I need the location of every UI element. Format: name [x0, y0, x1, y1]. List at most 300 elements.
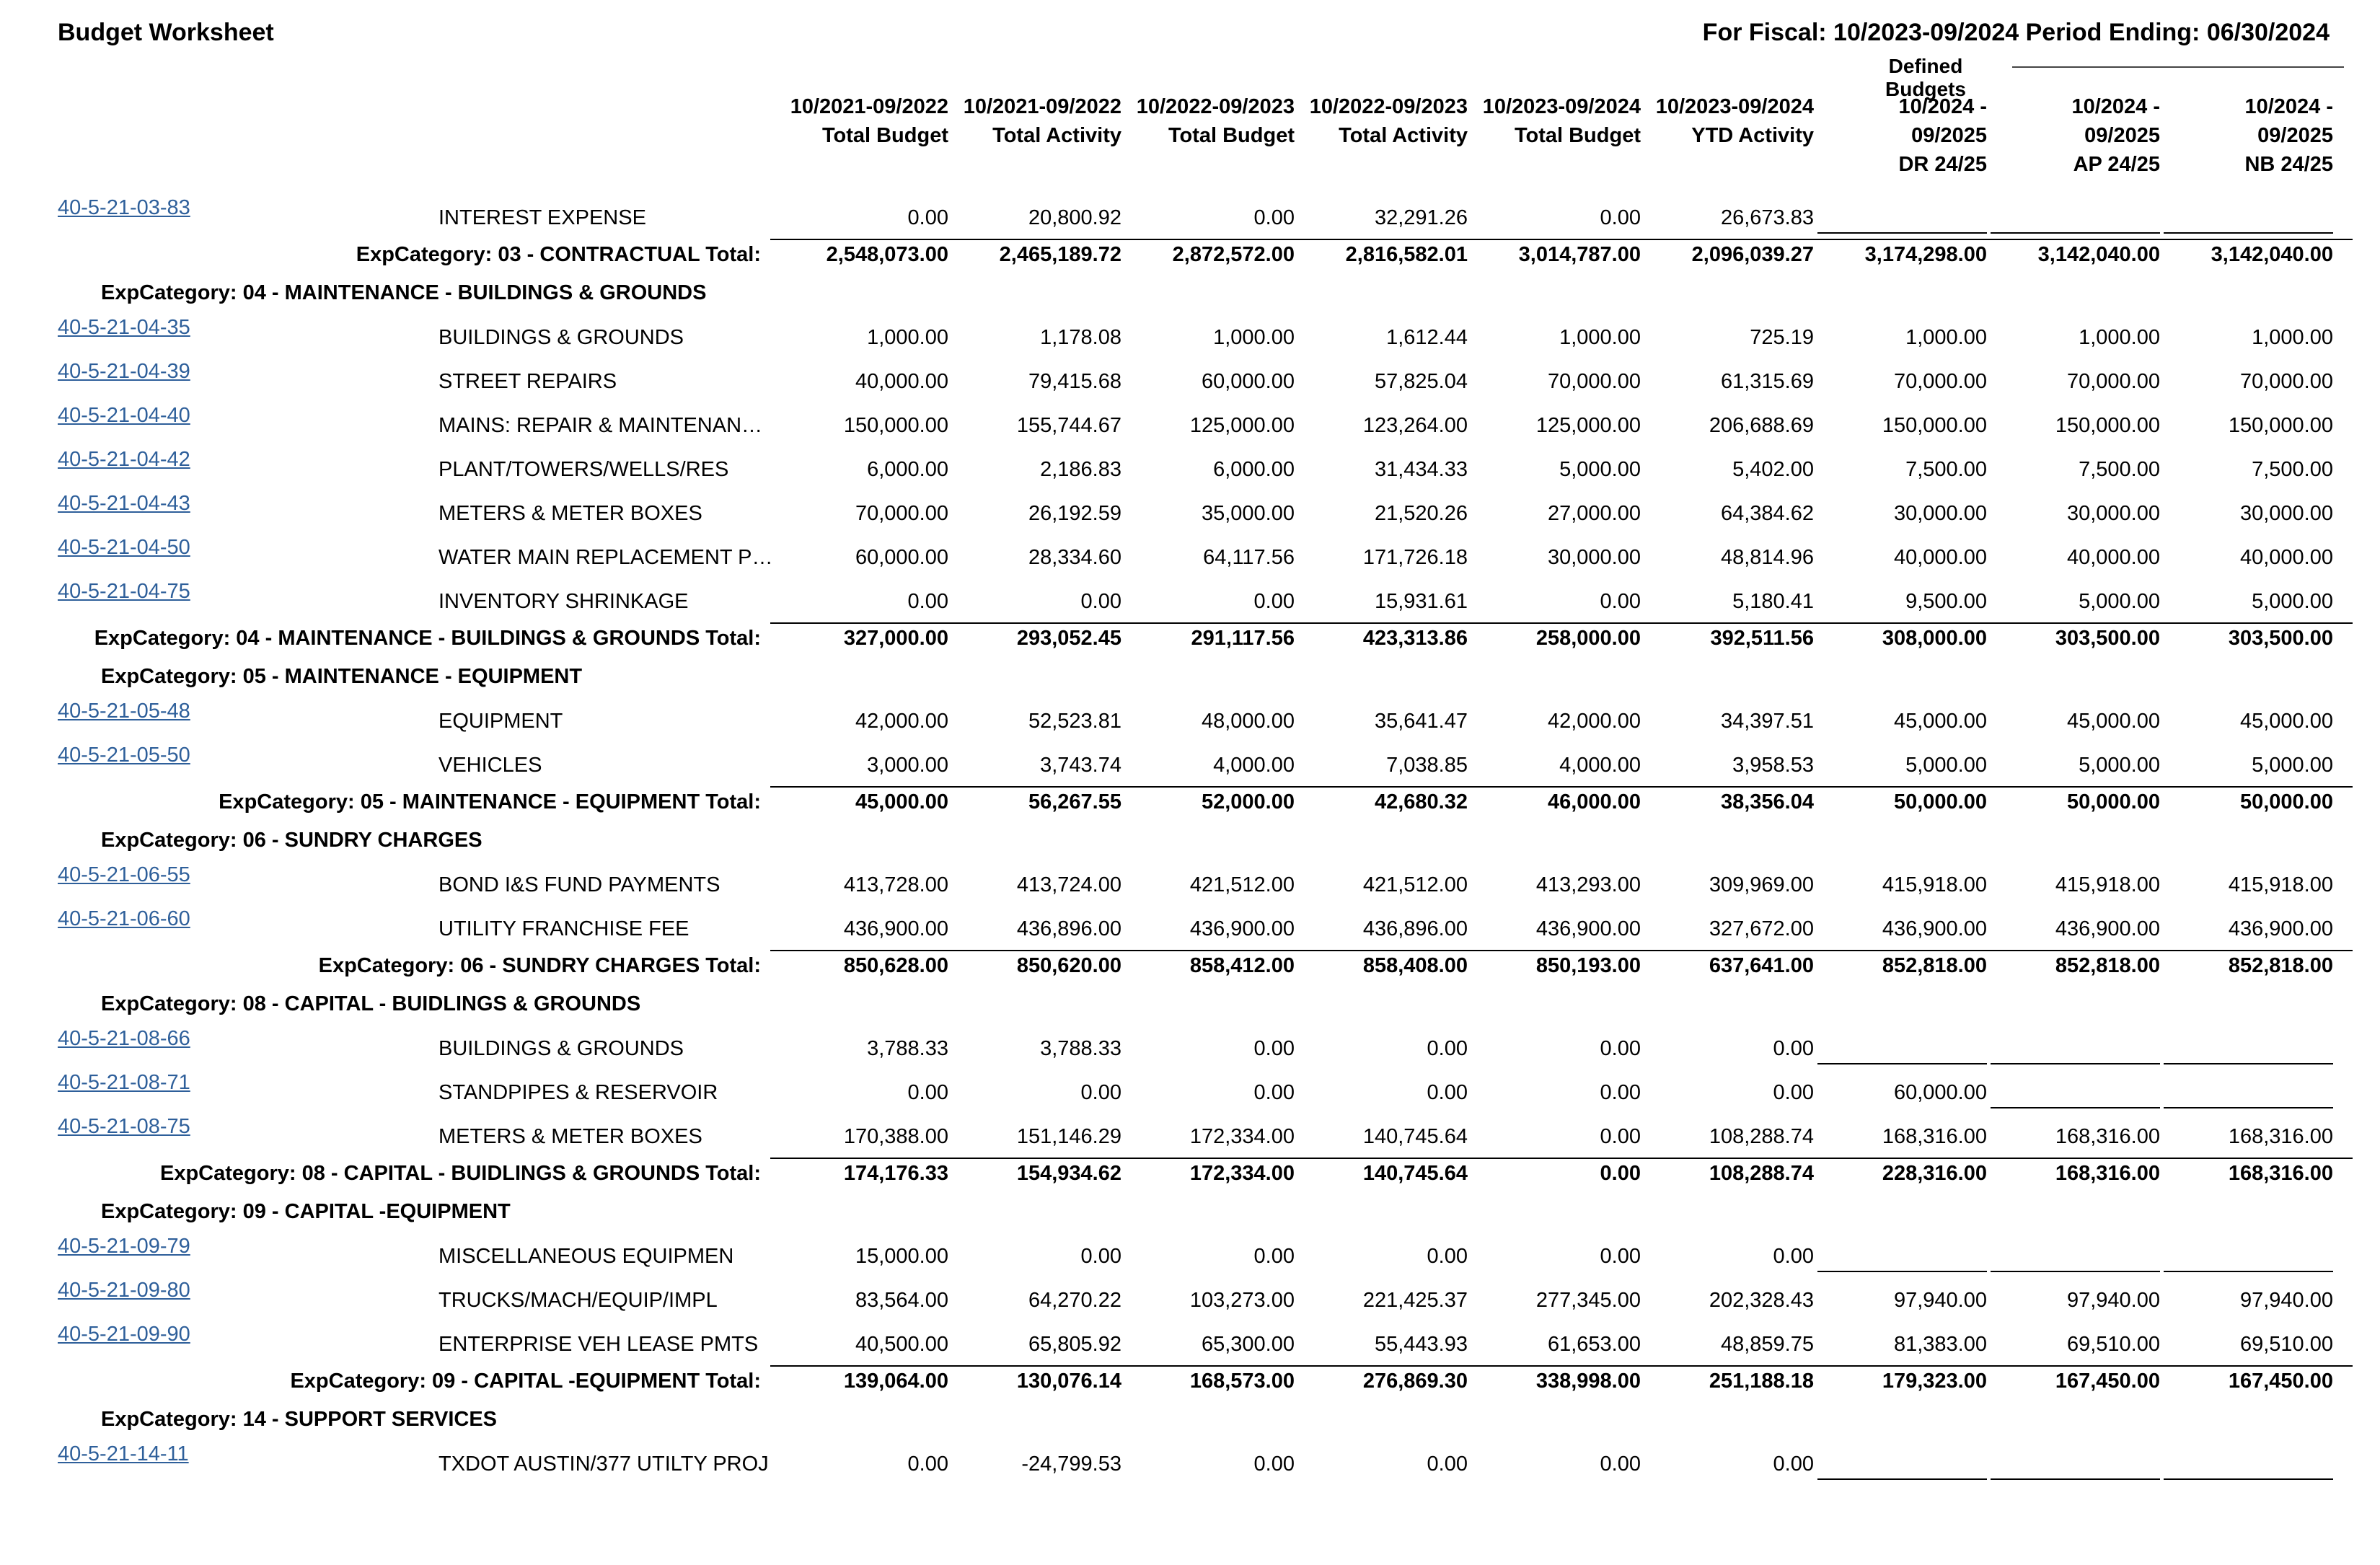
account-value: 35,000.00	[1201, 502, 1295, 525]
column-header-line-2: Total Activity	[1339, 124, 1468, 147]
account-value: 20,800.92	[1028, 206, 1121, 229]
account-number-link[interactable]: 40-5-21-04-35	[58, 316, 190, 339]
account-value: 0.00	[907, 206, 948, 229]
total-value: 852,818.00	[2055, 954, 2160, 977]
report-title: Budget Worksheet	[58, 19, 274, 46]
account-row	[0, 580, 2380, 623]
total-value: 423,313.86	[1362, 627, 1468, 650]
total-value: 3,174,298.00	[1864, 243, 1987, 266]
account-value: 327,672.00	[1709, 917, 1814, 940]
fiscal-period-title: For Fiscal: 10/2023-09/2024 Period Ending: 06/30/2024	[1702, 19, 2330, 46]
account-value: 1,612.44	[1386, 326, 1468, 349]
total-rule	[770, 786, 2353, 788]
account-number-link[interactable]: 40-5-21-03-83	[58, 196, 190, 219]
account-description: METERS & METER BOXES	[438, 1125, 702, 1148]
account-row	[0, 1442, 2380, 1486]
account-value: 65,805.92	[1028, 1333, 1121, 1356]
category-total-row	[0, 951, 2380, 983]
total-rule	[770, 622, 2353, 624]
account-row	[0, 316, 2380, 359]
account-value: 123,264.00	[1362, 414, 1468, 437]
account-value: 0.00	[1600, 1245, 1641, 1268]
account-value: 7,500.00	[2252, 458, 2333, 481]
account-value: 81,383.00	[1893, 1333, 1987, 1356]
category-total-label: ExpCategory: 08 - CAPITAL - BUIDLINGS & GROUNDS Total:	[160, 1162, 761, 1185]
account-value: 1,000.00	[1559, 326, 1641, 349]
account-value: 42,000.00	[855, 710, 948, 733]
total-value: 293,052.45	[1016, 627, 1121, 650]
empty-entry-line[interactable]	[2164, 1063, 2333, 1064]
account-value: 0.00	[1773, 1452, 1814, 1476]
account-value: 0.00	[1427, 1245, 1468, 1268]
total-value: 228,316.00	[1882, 1162, 1987, 1185]
account-description: TRUCKS/MACH/EQUIP/IMPL	[438, 1289, 718, 1312]
empty-entry-line[interactable]	[1817, 232, 1987, 234]
account-number-link[interactable]: 40-5-21-06-55	[58, 863, 190, 886]
account-value: 103,273.00	[1189, 1289, 1295, 1312]
total-value: 303,500.00	[2228, 627, 2333, 650]
total-value: 2,872,572.00	[1172, 243, 1295, 266]
account-value: 79,415.68	[1028, 370, 1121, 393]
account-value: 26,673.83	[1720, 206, 1814, 229]
column-header-line-3: NB 24/25	[2244, 153, 2333, 176]
account-number-link[interactable]: 40-5-21-04-42	[58, 448, 190, 471]
account-number-link[interactable]: 40-5-21-09-80	[58, 1279, 190, 1302]
category-total-row	[0, 1159, 2380, 1191]
account-value: 0.00	[1773, 1245, 1814, 1268]
account-row	[0, 1323, 2380, 1366]
account-row	[0, 1235, 2380, 1278]
account-value: 436,896.00	[1362, 917, 1468, 940]
total-value: 108,288.74	[1709, 1162, 1814, 1185]
total-value: 258,000.00	[1535, 627, 1641, 650]
account-description: MISCELLANEOUS EQUIPMEN	[438, 1245, 734, 1268]
account-value: 0.00	[1427, 1037, 1468, 1060]
account-value: 55,443.93	[1374, 1333, 1468, 1356]
account-value: 42,000.00	[1547, 710, 1641, 733]
account-value: 421,512.00	[1189, 873, 1295, 896]
category-total-label: ExpCategory: 03 - CONTRACTUAL Total:	[356, 243, 761, 266]
total-value: 850,620.00	[1016, 954, 1121, 977]
account-value: 30,000.00	[2239, 502, 2333, 525]
account-value: 0.00	[1600, 1125, 1641, 1148]
empty-entry-line[interactable]	[1817, 1063, 1987, 1064]
account-value: 309,969.00	[1709, 873, 1814, 896]
account-description: ENTERPRISE VEH LEASE PMTS	[438, 1333, 759, 1356]
account-value: 34,397.51	[1720, 710, 1814, 733]
column-header-line-1: 10/2024 -	[2071, 95, 2160, 118]
category-total-row	[0, 788, 2380, 819]
account-value: 0.00	[1773, 1081, 1814, 1104]
total-rule	[770, 239, 2353, 240]
account-value: 27,000.00	[1547, 502, 1641, 525]
account-value: 0.00	[1253, 590, 1295, 613]
account-value: 0.00	[1600, 1452, 1641, 1476]
account-number-link[interactable]: 40-5-21-06-60	[58, 907, 190, 930]
account-number-link[interactable]: 40-5-21-09-79	[58, 1235, 190, 1258]
total-value: 303,500.00	[2055, 627, 2160, 650]
category-total-label: ExpCategory: 04 - MAINTENANCE - BUILDINGS & GROUNDS Total:	[94, 627, 761, 650]
account-number-link[interactable]: 40-5-21-14-11	[58, 1442, 189, 1465]
total-value: 308,000.00	[1882, 627, 1987, 650]
account-number-link[interactable]: 40-5-21-04-39	[58, 360, 190, 383]
account-number-link[interactable]: 40-5-21-04-50	[58, 536, 190, 559]
account-value: 0.00	[1253, 206, 1295, 229]
total-value: 46,000.00	[1547, 790, 1641, 814]
account-value: 0.00	[907, 1081, 948, 1104]
account-number-link[interactable]: 40-5-21-04-43	[58, 492, 190, 515]
account-value: 0.00	[1253, 1452, 1295, 1476]
account-description: BOND I&S FUND PAYMENTS	[438, 873, 720, 896]
account-value: 35,641.47	[1374, 710, 1468, 733]
account-value: 436,900.00	[1189, 917, 1295, 940]
account-number-link[interactable]: 40-5-21-08-66	[58, 1027, 190, 1050]
defined-budgets-label: Defined Budgets	[1885, 55, 1966, 100]
account-value: 48,814.96	[1720, 546, 1814, 569]
account-value: 0.00	[1253, 1245, 1295, 1268]
total-value: 179,323.00	[1882, 1370, 1987, 1393]
column-header-line-2: 09/2025	[1911, 124, 1987, 147]
account-value: 3,958.53	[1732, 754, 1814, 777]
account-value: 69,510.00	[2066, 1333, 2160, 1356]
account-value: 40,500.00	[855, 1333, 948, 1356]
column-header	[1295, 92, 1468, 150]
account-value: 168,316.00	[2055, 1125, 2160, 1148]
account-value: 0.00	[1773, 1037, 1814, 1060]
column-header-line-2: Total Budget	[821, 124, 948, 147]
account-number-link[interactable]: 40-5-21-05-48	[58, 700, 190, 723]
account-description: WATER MAIN REPLACEMENT P…	[438, 546, 773, 569]
total-value: 327,000.00	[843, 627, 948, 650]
account-number-link[interactable]: 40-5-21-09-90	[58, 1323, 190, 1346]
account-description: BUILDINGS & GROUNDS	[438, 326, 684, 349]
account-row	[0, 404, 2380, 447]
account-value: 30,000.00	[2066, 502, 2160, 525]
account-value: 413,724.00	[1016, 873, 1121, 896]
account-value: 21,520.26	[1374, 502, 1468, 525]
column-header-line-2: Total Activity	[992, 124, 1121, 147]
column-header	[1121, 92, 1295, 150]
empty-entry-line[interactable]	[2164, 1271, 2333, 1272]
account-value: 0.00	[1600, 206, 1641, 229]
total-rule	[770, 1158, 2353, 1159]
account-value: 3,788.33	[1040, 1037, 1121, 1060]
account-value: 15,931.61	[1374, 590, 1468, 613]
account-value: 150,000.00	[2228, 414, 2333, 437]
total-value: 2,465,189.72	[999, 243, 1121, 266]
empty-entry-line[interactable]	[1817, 1271, 1987, 1272]
account-value: 70,000.00	[2066, 370, 2160, 393]
account-value: 3,788.33	[867, 1037, 948, 1060]
account-value: 150,000.00	[1882, 414, 1987, 437]
account-value: 140,745.64	[1362, 1125, 1468, 1148]
account-value: 64,384.62	[1720, 502, 1814, 525]
account-value: 436,900.00	[2055, 917, 2160, 940]
account-row	[0, 744, 2380, 787]
account-value: 5,000.00	[2252, 590, 2333, 613]
account-value: 40,000.00	[855, 370, 948, 393]
account-value: 5,000.00	[2079, 754, 2160, 777]
total-value: 3,142,040.00	[2211, 243, 2333, 266]
empty-entry-line[interactable]	[2164, 1478, 2333, 1480]
account-description: STREET REPAIRS	[438, 370, 617, 393]
column-header-line-1: 10/2024 -	[2244, 95, 2333, 118]
account-value: 97,940.00	[1893, 1289, 1987, 1312]
empty-entry-line[interactable]	[1991, 1063, 2160, 1064]
account-value: 0.00	[907, 1452, 948, 1476]
account-value: 52,523.81	[1028, 710, 1121, 733]
account-value: 15,000.00	[855, 1245, 948, 1268]
account-row	[0, 360, 2380, 403]
account-value: 5,180.41	[1732, 590, 1814, 613]
account-value: 108,288.74	[1709, 1125, 1814, 1148]
total-value: 2,548,073.00	[826, 243, 948, 266]
account-value: 30,000.00	[1893, 502, 1987, 525]
column-header	[948, 92, 1121, 150]
total-rule	[770, 950, 2353, 951]
account-value: 70,000.00	[855, 502, 948, 525]
account-row	[0, 700, 2380, 743]
account-value: 28,334.60	[1028, 546, 1121, 569]
category-header: ExpCategory: 09 - CAPITAL -EQUIPMENT	[101, 1200, 511, 1223]
account-value: 415,918.00	[1882, 873, 1987, 896]
column-header-line-1: 10/2021-09/2022	[790, 95, 948, 118]
account-value: 0.00	[1600, 590, 1641, 613]
total-value: 852,818.00	[1882, 954, 1987, 977]
account-value: 30,000.00	[1547, 546, 1641, 569]
account-value: 26,192.59	[1028, 502, 1121, 525]
account-value: 168,316.00	[2228, 1125, 2333, 1148]
account-row	[0, 1027, 2380, 1070]
account-value: 60,000.00	[855, 546, 948, 569]
account-value: 0.00	[907, 590, 948, 613]
account-row	[0, 196, 2380, 239]
total-value: 167,450.00	[2055, 1370, 2160, 1393]
account-number-link[interactable]: 40-5-21-08-75	[58, 1115, 190, 1138]
total-value: 45,000.00	[855, 790, 948, 814]
total-value: 291,117.56	[1191, 627, 1295, 650]
category-total-label: ExpCategory: 09 - CAPITAL -EQUIPMENT Total:	[290, 1370, 761, 1393]
account-value: -24,799.53	[1021, 1452, 1121, 1476]
account-value: 5,000.00	[2252, 754, 2333, 777]
empty-entry-line[interactable]	[1991, 1107, 2160, 1108]
account-value: 415,918.00	[2055, 873, 2160, 896]
total-value: 392,511.56	[1710, 627, 1814, 650]
account-value: 97,940.00	[2239, 1289, 2333, 1312]
account-value: 70,000.00	[1893, 370, 1987, 393]
total-value: 50,000.00	[2066, 790, 2160, 814]
account-value: 4,000.00	[1559, 754, 1641, 777]
account-value: 70,000.00	[1547, 370, 1641, 393]
column-header-line-2: Total Budget	[1168, 124, 1295, 147]
total-value: 42,680.32	[1374, 790, 1468, 814]
account-value: 7,500.00	[2079, 458, 2160, 481]
account-value: 2,186.83	[1040, 458, 1121, 481]
account-value: 155,744.67	[1016, 414, 1121, 437]
column-header-line-1: 10/2024 -	[1898, 95, 1987, 118]
account-description: UTILITY FRANCHISE FEE	[438, 917, 689, 940]
account-description: TXDOT AUSTIN/377 UTILTY PROJ	[438, 1452, 769, 1476]
column-header-line-2: Total Budget	[1514, 124, 1641, 147]
account-row	[0, 863, 2380, 907]
account-value: 151,146.29	[1016, 1125, 1121, 1148]
defined-budgets-divider	[2012, 66, 2344, 68]
category-header: ExpCategory: 14 - SUPPORT SERVICES	[101, 1408, 498, 1431]
account-number-link[interactable]: 40-5-21-04-75	[58, 580, 190, 603]
account-value: 45,000.00	[2066, 710, 2160, 733]
total-value: 3,014,787.00	[1518, 243, 1641, 266]
account-number-link[interactable]: 40-5-21-04-40	[58, 404, 190, 427]
total-value: 168,316.00	[2228, 1162, 2333, 1185]
category-header: ExpCategory: 06 - SUNDRY CHARGES	[101, 829, 482, 852]
column-header-line-1: 10/2023-09/2024	[1482, 95, 1641, 118]
account-value: 421,512.00	[1362, 873, 1468, 896]
account-value: 5,000.00	[2079, 590, 2160, 613]
column-header-line-1: 10/2023-09/2024	[1655, 95, 1814, 118]
account-row	[0, 448, 2380, 491]
total-value: 858,412.00	[1189, 954, 1295, 977]
total-value: 56,267.55	[1028, 790, 1121, 814]
total-value: 38,356.04	[1720, 790, 1814, 814]
account-value: 60,000.00	[1893, 1081, 1987, 1104]
category-total-label: ExpCategory: 05 - MAINTENANCE - EQUIPMENT Total:	[219, 790, 761, 814]
total-value: 251,188.18	[1709, 1370, 1814, 1393]
account-value: 45,000.00	[2239, 710, 2333, 733]
account-value: 32,291.26	[1374, 206, 1468, 229]
account-value: 436,900.00	[1882, 917, 1987, 940]
column-header	[2160, 92, 2333, 179]
account-value: 1,000.00	[867, 326, 948, 349]
account-value: 436,900.00	[843, 917, 948, 940]
account-value: 5,000.00	[1559, 458, 1641, 481]
total-value: 154,934.62	[1016, 1162, 1121, 1185]
account-value: 3,743.74	[1040, 754, 1121, 777]
empty-entry-line[interactable]	[1991, 1478, 2160, 1480]
account-row	[0, 907, 2380, 951]
total-value: 139,064.00	[843, 1370, 948, 1393]
category-total-row	[0, 624, 2380, 656]
account-value: 0.00	[1600, 1037, 1641, 1060]
account-row	[0, 1115, 2380, 1158]
account-description: INVENTORY SHRINKAGE	[438, 590, 689, 613]
account-value: 69,510.00	[2239, 1333, 2333, 1356]
account-value: 31,434.33	[1374, 458, 1468, 481]
total-value: 168,573.00	[1189, 1370, 1295, 1393]
account-value: 0.00	[1080, 590, 1121, 613]
account-description: MAINS: REPAIR & MAINTENAN…	[438, 414, 763, 437]
column-header	[1641, 92, 1814, 150]
total-value: 167,450.00	[2228, 1370, 2333, 1393]
account-value: 168,316.00	[1882, 1125, 1987, 1148]
total-value: 50,000.00	[2239, 790, 2333, 814]
account-value: 125,000.00	[1189, 414, 1295, 437]
account-number-link[interactable]: 40-5-21-05-50	[58, 744, 190, 767]
account-value: 125,000.00	[1535, 414, 1641, 437]
column-header-line-2: 09/2025	[2084, 124, 2160, 147]
account-value: 436,900.00	[1535, 917, 1641, 940]
empty-entry-line[interactable]	[2164, 232, 2333, 234]
total-value: 3,142,040.00	[2037, 243, 2160, 266]
empty-entry-line[interactable]	[1991, 1271, 2160, 1272]
account-value: 83,564.00	[855, 1289, 948, 1312]
account-value: 206,688.69	[1709, 414, 1814, 437]
total-value: 50,000.00	[1893, 790, 1987, 814]
column-header-line-1: 10/2021-09/2022	[963, 95, 1121, 118]
account-value: 0.00	[1253, 1037, 1295, 1060]
account-value: 60,000.00	[1201, 370, 1295, 393]
account-value: 7,500.00	[1905, 458, 1987, 481]
account-value: 40,000.00	[2239, 546, 2333, 569]
account-number-link[interactable]: 40-5-21-08-71	[58, 1071, 190, 1094]
account-value: 5,000.00	[1905, 754, 1987, 777]
empty-entry-line[interactable]	[1817, 1478, 1987, 1480]
account-value: 0.00	[1080, 1081, 1121, 1104]
account-value: 277,345.00	[1535, 1289, 1641, 1312]
account-row	[0, 1071, 2380, 1114]
account-value: 0.00	[1427, 1452, 1468, 1476]
total-value: 2,816,582.01	[1345, 243, 1468, 266]
column-header-line-1: 10/2022-09/2023	[1309, 95, 1468, 118]
account-value: 221,425.37	[1362, 1289, 1468, 1312]
total-value: 168,316.00	[2055, 1162, 2160, 1185]
column-header-line-1: 10/2022-09/2023	[1136, 95, 1295, 118]
account-value: 61,653.00	[1547, 1333, 1641, 1356]
account-value: 3,000.00	[867, 754, 948, 777]
total-value: 276,869.30	[1362, 1370, 1468, 1393]
column-header	[1468, 92, 1641, 150]
account-value: 6,000.00	[1213, 458, 1295, 481]
account-value: 436,900.00	[2228, 917, 2333, 940]
column-header	[1814, 92, 1987, 179]
total-value: 130,076.14	[1016, 1370, 1121, 1393]
account-description: BUILDINGS & GROUNDS	[438, 1037, 684, 1060]
total-value: 52,000.00	[1201, 790, 1295, 814]
account-value: 1,000.00	[1905, 326, 1987, 349]
category-header: ExpCategory: 05 - MAINTENANCE - EQUIPMENT	[101, 665, 583, 688]
category-total-row	[0, 1367, 2380, 1398]
account-row	[0, 536, 2380, 579]
total-value: 338,998.00	[1535, 1370, 1641, 1393]
total-value: 2,096,039.27	[1691, 243, 1814, 266]
account-value: 97,940.00	[2066, 1289, 2160, 1312]
account-value: 436,896.00	[1016, 917, 1121, 940]
account-value: 7,038.85	[1386, 754, 1468, 777]
account-value: 1,000.00	[2252, 326, 2333, 349]
account-value: 150,000.00	[843, 414, 948, 437]
account-value: 150,000.00	[2055, 414, 2160, 437]
account-value: 48,000.00	[1201, 710, 1295, 733]
account-value: 9,500.00	[1905, 590, 1987, 613]
account-row	[0, 1279, 2380, 1322]
account-value: 64,117.56	[1203, 546, 1295, 569]
account-value: 6,000.00	[867, 458, 948, 481]
empty-entry-line[interactable]	[2164, 1107, 2333, 1108]
empty-entry-line[interactable]	[1991, 232, 2160, 234]
account-value: 40,000.00	[1893, 546, 1987, 569]
account-value: 61,315.69	[1720, 370, 1814, 393]
account-value: 0.00	[1253, 1081, 1295, 1104]
category-header: ExpCategory: 04 - MAINTENANCE - BUILDINGS & GROUNDS	[101, 281, 707, 304]
account-value: 413,728.00	[843, 873, 948, 896]
total-rule	[770, 1365, 2353, 1367]
category-total-row	[0, 240, 2380, 272]
account-value: 171,726.18	[1362, 546, 1468, 569]
column-header-line-3: DR 24/25	[1898, 153, 1987, 176]
column-header-line-2: YTD Activity	[1691, 124, 1814, 147]
account-value: 1,000.00	[1213, 326, 1295, 349]
total-value: 850,628.00	[843, 954, 948, 977]
account-description: METERS & METER BOXES	[438, 502, 702, 525]
